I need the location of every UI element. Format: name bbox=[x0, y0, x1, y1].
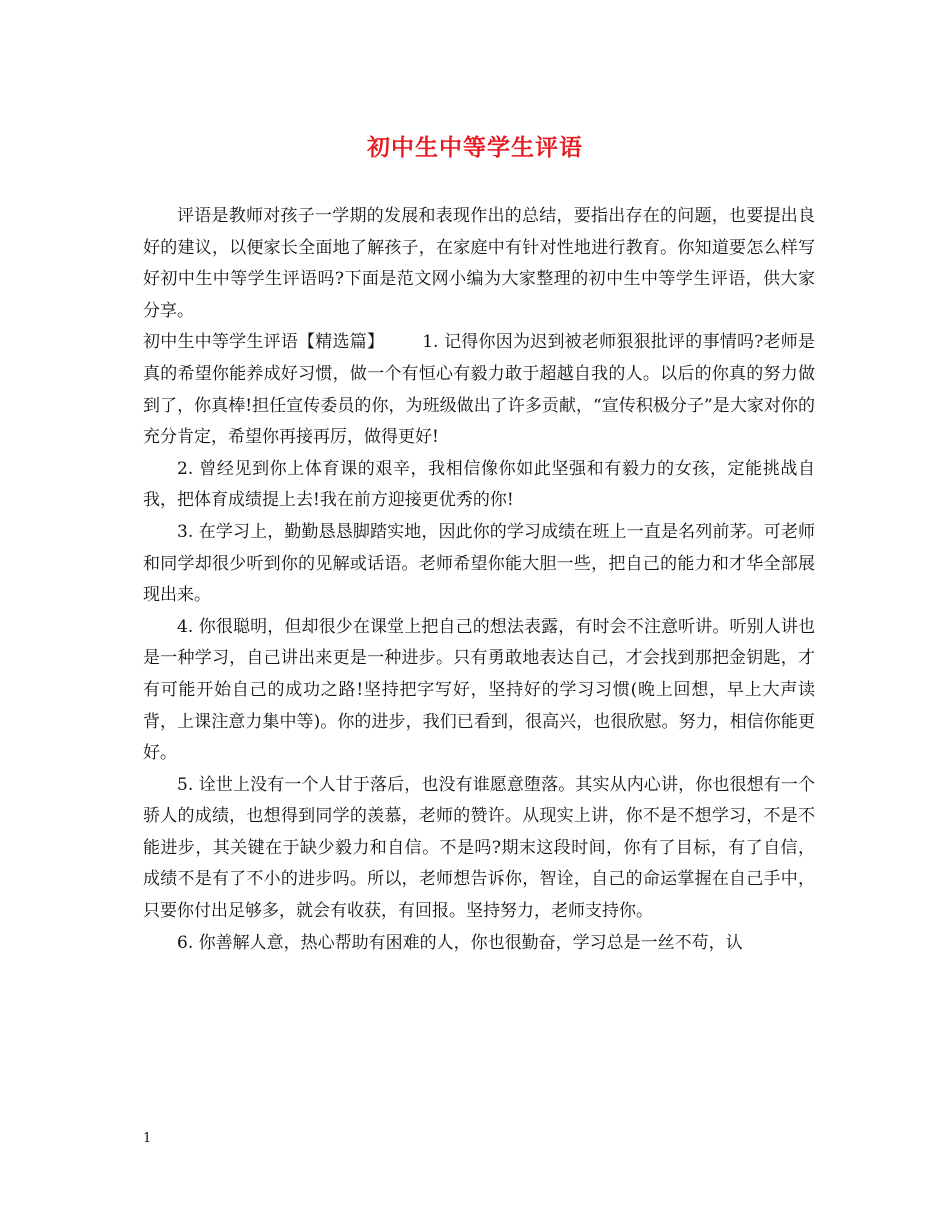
document-body bbox=[143, 201, 815, 959]
document-title: 初中生中等学生评语 bbox=[367, 134, 583, 161]
page-number: 1 bbox=[143, 1131, 152, 1146]
item-6: 6. 你善解人意，热心帮助有困难的人，你也很勤奋，学习总是一丝不苟，认 bbox=[177, 932, 743, 953]
item-2: 2. 曾经见到你上体育课的艰辛，我相信像你如此坚强和有毅力的女孩，定能挑战自我，把体育成绩提上去!我在前方迎接更优秀的你! bbox=[143, 458, 815, 511]
item-3: 3. 在学习上，勤勤恳恳脚踏实地，因此你的学习成绩在班上一直是名列前茅。可老师和同学却很少听到你的见解或话语。老师希望你能大胆一些，把自己的能力和才华全部展现出来。 bbox=[143, 521, 815, 606]
section-paragraph bbox=[143, 327, 815, 453]
item-4: 4. 你很聪明，但却很少在课堂上把自己的想法表露，有时会不注意听讲。听别人讲也是一种学习，自己讲出来更是一种进步。只有勇敢地表达自己，才会找到那把金钥匙，才有可能开始自己的成功之路!坚持把字写好，坚持好的学习习惯(晚上回想，早上大声读背，上课注意力集中等)。你的进步，我们已看到，很高兴，也很欣慰。努力，相信你能更好。 bbox=[143, 616, 815, 764]
section-heading: 初中生中等学生评语【精选篇】 bbox=[143, 332, 385, 353]
item-5: 5. 诠世上没有一个人甘于落后，也没有谁愿意堕落。其实从内心讲，你也很想有一个骄人的成绩，也想得到同学的羡慕，老师的赞许。从现实上讲，你不是不想学习，不是不能进步，其关键在于缺少毅力和自信。不是吗?期末这段时间，你有了目标，有了自信，成绩不是有了不小的进步吗。所以，老师想告诉你，智诠，自己的命运掌握在自己手中，只要你付出足够多，就会有收获，有回报。坚持努力，老师支持你。 bbox=[143, 774, 815, 922]
intro-paragraph: 评语是教师对孩子一学期的发展和表现作出的总结，要指出存在的问题，也要提出良好的建议，以便家长全面地了解孩子，在家庭中有针对性地进行教育。你知道要怎么样写好初中生中等学生评语吗?下面是范文网小编为大家整理的初中生中等学生评语，供大家分享。 bbox=[143, 206, 815, 321]
item-1: 1. 记得你因为迟到被老师狠狠批评的事情吗?老师是真的希望你能养成好习惯，做一个有恒心有毅力敢于超越自我的人。以后的你真的努力做到了，你真棒!担任宣传委员的你，为班级做出了许多贡献，“宣传积极分子”是大家对你的充分肯定，希望你再接再厉，做得更好! bbox=[143, 332, 815, 448]
